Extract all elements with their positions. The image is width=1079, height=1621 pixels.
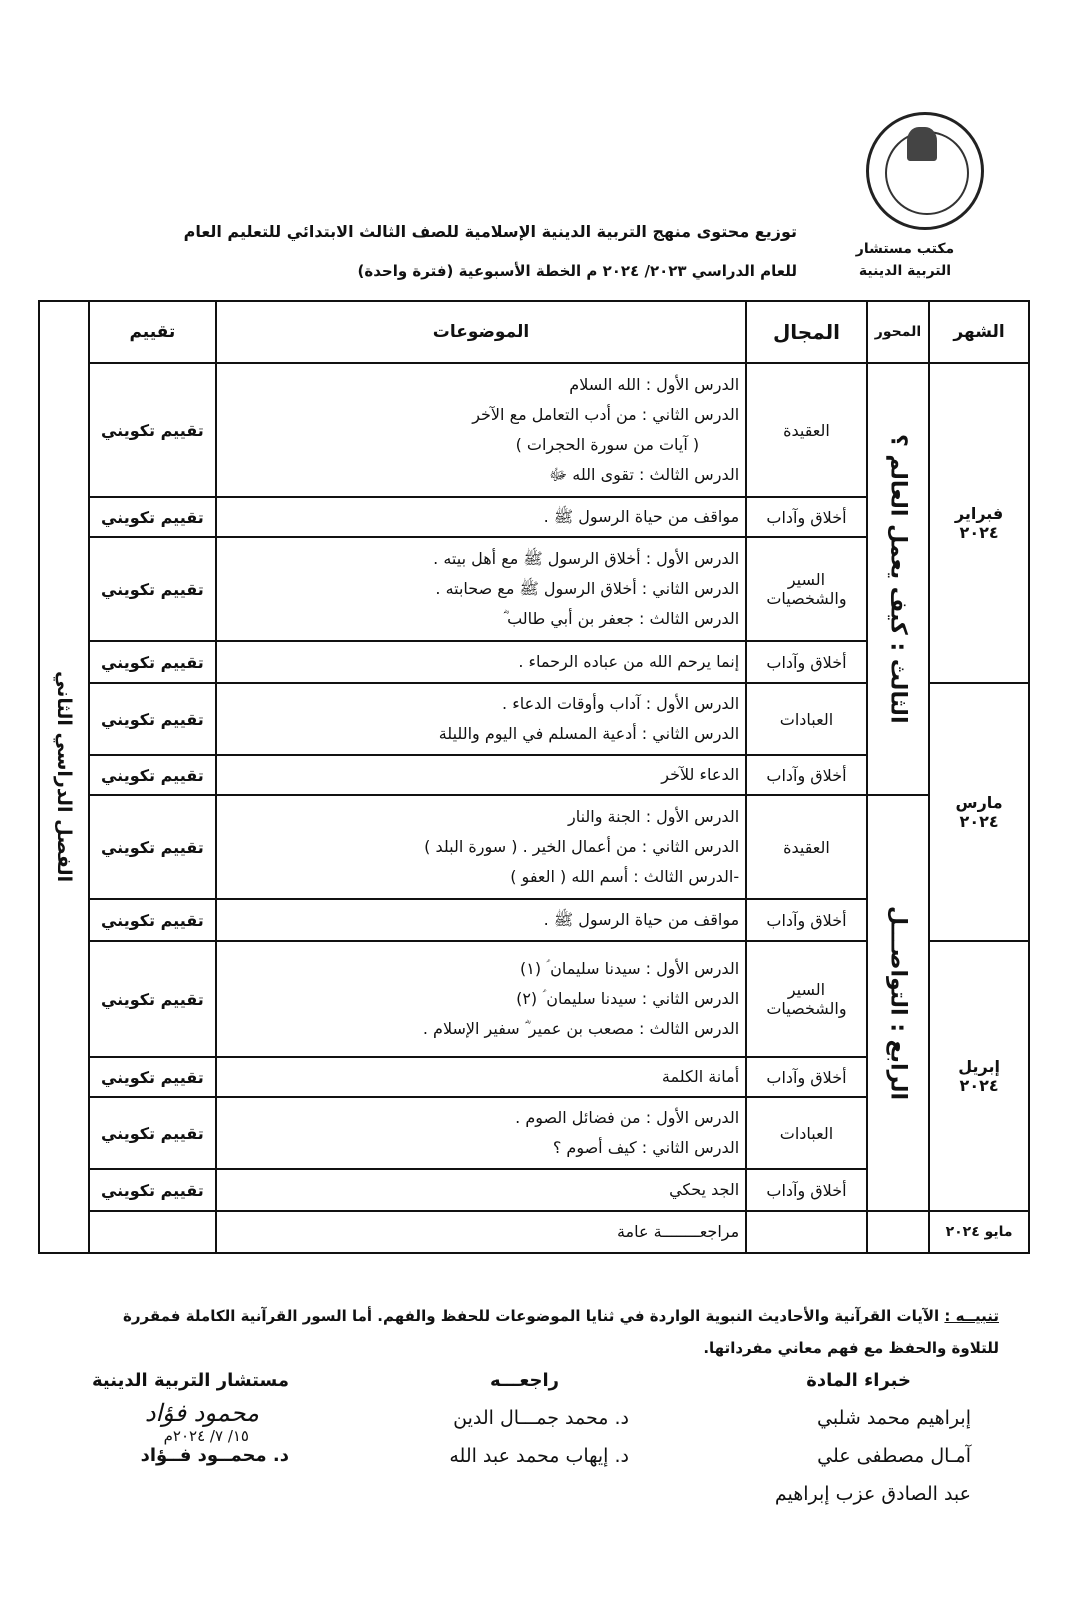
advisor-date: ١٥/ ٧/ ٢٠٢٤م: [163, 1427, 249, 1445]
evaluation-cell: تقييم تكويني: [89, 497, 216, 537]
field-cell: أخلاق وآداب: [746, 641, 867, 683]
header-evaluation: تقييم: [89, 301, 216, 363]
experts-title: خبراء المادة: [806, 1370, 911, 1391]
field-cell: أخلاق وآداب: [746, 1057, 867, 1097]
advisor-title: مستشار التربية الدينية: [92, 1370, 289, 1391]
eagle-emblem-icon: [907, 127, 937, 161]
topics-cell: الدرس الأول : سيدنا سليمان ؑ (١) الدرس الثاني : سيدنا سليمان ؑ (٢) الدرس الثالث : مصعب بن عمير ؓ سفير الإسلام .: [216, 941, 746, 1057]
field-cell: أخلاق وآداب: [746, 899, 867, 941]
evaluation-cell: تقييم تكويني: [89, 1097, 216, 1169]
month-mar: مارس ٢٠٢٤: [929, 683, 1029, 941]
table-header-row: [39, 301, 1029, 363]
office-label: مكتب مستشار التربية الدينية: [855, 241, 955, 279]
evaluation-cell: تقييم تكويني: [89, 795, 216, 899]
field-cell: أخلاق وآداب: [746, 497, 867, 537]
topics-cell: مواقف من حياة الرسول ﷺ .: [216, 497, 746, 537]
header-axis: المحور: [867, 301, 929, 363]
reviewer-name: د. إيهاب محمد عبد الله: [449, 1445, 629, 1467]
reviewers-block: [389, 1370, 629, 1467]
evaluation-cell: تقييم تكويني: [89, 363, 216, 497]
field-cell: العبادات: [746, 1097, 867, 1169]
field-cell: [746, 1211, 867, 1253]
header-month: الشهر: [929, 301, 1029, 363]
table-row: [39, 795, 1029, 899]
topics-cell: مراجعــــــــة عامة: [216, 1211, 746, 1253]
table-row-review: [39, 1211, 1029, 1253]
advisor-name: د. محمــود فــؤاد: [140, 1445, 289, 1466]
month-may: مايو ٢٠٢٤: [929, 1211, 1029, 1253]
month-apr: إبريل ٢٠٢٤: [929, 941, 1029, 1211]
topics-cell: الدرس الأول : الجنة والنار الدرس الثاني : من أعمال الخير . ( سورة البلد ) -الدرس الثالث : أسم الله ( العفو ): [216, 795, 746, 899]
note-text: الآيات القرآنية والأحاديث النبوية الواردة في ثنايا الموضوعات للحفظ والفهم. أما السور القرآنية الكاملة فمقررة للتلاوة والحفظ مع فهم معاني مفرداتها.: [123, 1307, 999, 1357]
field-cell: السير والشخصيات: [746, 941, 867, 1057]
curriculum-table: [38, 300, 1030, 1254]
expert-name: إبراهيم محمد شلبي: [817, 1407, 971, 1429]
note-label: تنبيــه :: [944, 1307, 999, 1325]
evaluation-cell: تقييم تكويني: [89, 683, 216, 755]
evaluation-cell: تقييم تكويني: [89, 1057, 216, 1097]
expert-name: آمـال مصطفى علي: [817, 1445, 971, 1467]
header-topics: الموضوعات: [216, 301, 746, 363]
expert-name: عبد الصادق عزب إبراهيم: [774, 1483, 971, 1505]
topics-cell: الدرس الأول : من فضائل الصوم . الدرس الثاني : كيف أصوم ؟: [216, 1097, 746, 1169]
evaluation-cell: تقييم تكويني: [89, 755, 216, 795]
topics-cell: أمانة الكلمة: [216, 1057, 746, 1097]
document-subtitle: للعام الدراسي ٢٠٢٣/ ٢٠٢٤ م الخطة الأسبوعية (فترة واحدة): [357, 262, 797, 280]
evaluation-cell: تقييم تكويني: [89, 641, 216, 683]
note-paragraph: [79, 1300, 999, 1364]
reviewer-name: د. محمد جمـــال الدين: [453, 1407, 629, 1429]
advisor-signature: محمود فؤاد: [144, 1399, 259, 1427]
evaluation-cell: تقييم تكويني: [89, 899, 216, 941]
field-cell: العقيدة: [746, 363, 867, 497]
topics-cell: الدعاء للآخر: [216, 755, 746, 795]
topics-cell: مواقف من حياة الرسول ﷺ .: [216, 899, 746, 941]
field-cell: السير والشخصيات: [746, 537, 867, 641]
field-cell: أخلاق وآداب: [746, 755, 867, 795]
header-field: المجال: [746, 301, 867, 363]
evaluation-cell: تقييم تكويني: [89, 941, 216, 1057]
topics-cell: إنما يرحم الله من عباده الرحماء .: [216, 641, 746, 683]
topics-cell: الجد يحكي: [216, 1169, 746, 1211]
axis-empty: [867, 1211, 929, 1253]
experts-block: [671, 1370, 971, 1505]
topics-cell: الدرس الأول : آداب وأوقات الدعاء . الدرس الثاني : أدعية المسلم في اليوم والليلة: [216, 683, 746, 755]
ministry-seal: [866, 112, 984, 230]
axis-fourth: الرابع : التواصـــل: [867, 795, 929, 1211]
topics-cell: الدرس الأول : أخلاق الرسول ﷺ مع أهل بيته . الدرس الثاني : أخلاق الرسول ﷺ مع صحابته . الدرس الثالث : جعفر بن أبي طالب ؓ: [216, 537, 746, 641]
field-cell: أخلاق وآداب: [746, 1169, 867, 1211]
document-title: توزيع محتوى منهج التربية الدينية الإسلامية للصف الثالث الابتدائي للتعليم العام: [183, 222, 797, 241]
evaluation-cell: تقييم تكويني: [89, 537, 216, 641]
advisor-block: [69, 1370, 289, 1466]
evaluation-cell: [89, 1211, 216, 1253]
topics-cell: الدرس الأول : الله السلام الدرس الثاني : من أدب التعامل مع الآخر ( آيات من سورة الحجرات ) الدرس الثالث : تقوى الله ﷻ: [216, 363, 746, 497]
field-cell: العقيدة: [746, 795, 867, 899]
semester-cell: [39, 301, 89, 1253]
evaluation-cell: تقييم تكويني: [89, 1169, 216, 1211]
reviewers-title: راجعـــه: [489, 1370, 559, 1391]
month-feb: فبراير ٢٠٢٤: [929, 363, 1029, 683]
semester-label: الفصل الدراسي الثاني: [52, 671, 75, 883]
table-row: [39, 363, 1029, 497]
axis-third: الثالث : كيف يعمل العالم ؟: [867, 363, 929, 795]
field-cell: العبادات: [746, 683, 867, 755]
